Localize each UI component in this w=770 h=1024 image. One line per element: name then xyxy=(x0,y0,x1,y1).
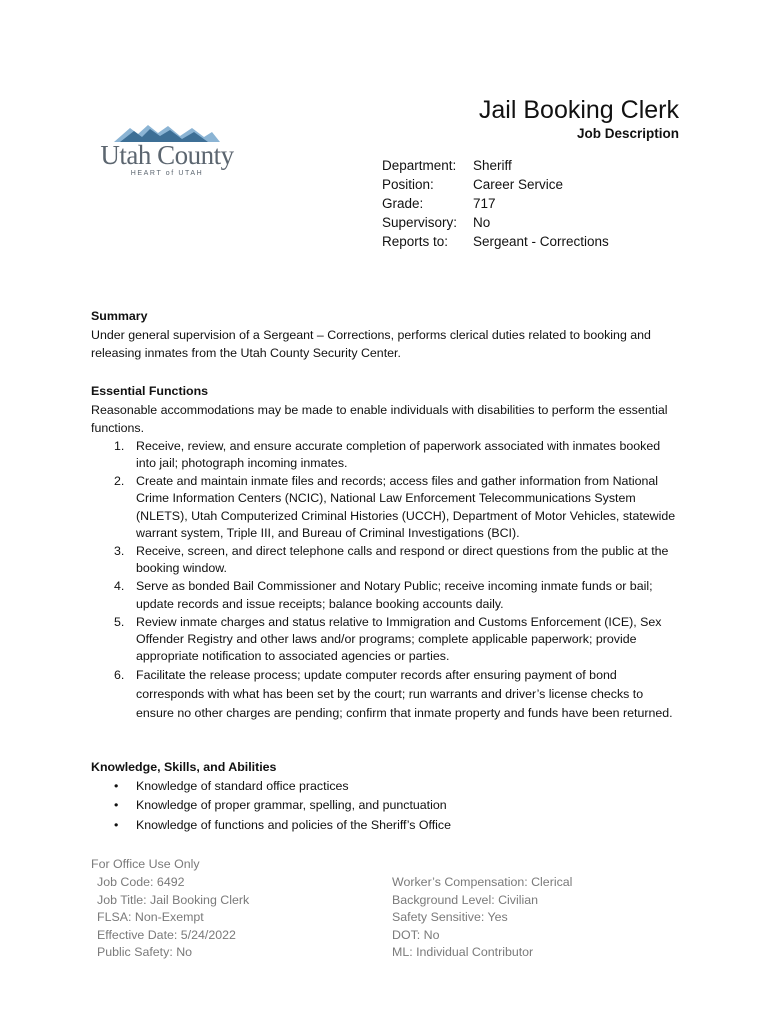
list-item: • Knowledge of standard office practices xyxy=(136,777,681,797)
ksa-heading: Knowledge, Skills, and Abilities xyxy=(91,760,277,774)
office-use-right-column xyxy=(392,874,572,962)
utah-county-logo xyxy=(100,122,234,182)
info-label: Reports to: xyxy=(382,234,449,249)
info-value: No xyxy=(473,215,491,230)
office-use-item: ML: Individual Contributor xyxy=(392,945,534,959)
logo-name: Utah County xyxy=(100,140,234,170)
logo-tagline: HEART of UTAH xyxy=(130,170,204,177)
info-row-department xyxy=(382,156,609,175)
summary-heading: Summary xyxy=(91,309,148,323)
info-label: Supervisory: xyxy=(382,215,458,230)
office-use-item: Job Code: 6492 xyxy=(97,875,185,889)
office-use-item: Safety Sensitive: Yes xyxy=(392,910,508,924)
summary-section xyxy=(91,307,681,363)
essential-functions-section xyxy=(91,382,681,723)
office-use-item: Effective Date: 5/24/2022 xyxy=(97,927,236,942)
info-row-position xyxy=(382,175,609,194)
ksa-list xyxy=(91,777,681,836)
info-label: Department: xyxy=(382,158,457,173)
list-item: Receive, review, and ensure accurate completion of paperwork associated with inmates booked into jail; photograph incoming inmates. xyxy=(136,438,661,470)
page-title: Jail Booking Clerk xyxy=(478,96,679,124)
office-use-item: Background Level: Civilian xyxy=(392,892,539,907)
office-use-item: FLSA: Non-Exempt xyxy=(97,910,204,924)
info-row-grade xyxy=(382,194,609,213)
office-use-item: Worker’s Compensation: Clerical xyxy=(392,875,573,889)
list-item: • Knowledge of proper grammar, spelling, and punctuation xyxy=(136,796,681,816)
office-use-left-column xyxy=(97,874,249,962)
ksa-section xyxy=(91,758,681,835)
list-item: Receive, screen, and direct telephone calls and respond or direct questions from the public at the booking window. xyxy=(136,543,669,576)
essential-functions-list xyxy=(91,438,681,723)
list-item: Create and maintain inmate files and records; access files and gather information from National Crime Information Centers (NCIC), National Law Enforcement Telecommunications System (NLETS), Utah Computerized Criminal Histories (UCCH), Department of Motor Vehicles, statewide warrant system, Triple III, and Bureau of Criminal Investigations (BCI). xyxy=(136,473,676,541)
info-row-supervisory xyxy=(382,213,609,232)
info-value: Sheriff xyxy=(473,158,512,173)
office-use-item: Job Title: Jail Booking Clerk xyxy=(97,892,250,907)
info-value: Career Service xyxy=(473,177,564,192)
office-use-title: For Office Use Only xyxy=(91,857,200,871)
summary-text: Under general supervision of a Sergeant – Corrections, performs clerical duties related to booking and releasing inmates from the Utah County Security Center. xyxy=(91,327,651,360)
info-value: 717 xyxy=(473,196,496,211)
info-row-reports-to xyxy=(382,232,609,251)
info-label: Grade: xyxy=(382,196,424,211)
office-use-item: Public Safety: No xyxy=(97,945,193,959)
essential-heading: Essential Functions xyxy=(91,384,209,398)
list-item: Review inmate charges and status relative to Immigration and Customs Enforcement (ICE), Sex Offender Registry and other laws and/or programs; complete applicable paperwork; provide appropriate notification to associated agencies or parties. xyxy=(136,614,662,664)
job-info-table xyxy=(382,156,609,251)
list-item: • Knowledge of functions and policies of the Sheriff’s Office xyxy=(136,816,681,836)
info-label: Position: xyxy=(382,177,434,192)
list-item: Serve as bonded Bail Commissioner and Notary Public; receive incoming inmate funds or bail; update records and issue receipts; balance booking accounts daily. xyxy=(136,579,653,611)
essential-intro: Reasonable accommodations may be made to enable individuals with disabilities to perform the essential functions. xyxy=(91,402,668,435)
info-value: Sergeant - Corrections xyxy=(473,234,609,249)
list-item: Facilitate the release process; update computer records after ensuring payment of bond corresponds with what has been set by the court; run warrants and driver’s license checks to ensure no other charges are pending; confirm that inmate property and funds have been returned. xyxy=(136,668,673,720)
page-subtitle: Job Description xyxy=(576,126,679,141)
office-use-item: DOT: No xyxy=(392,927,440,942)
